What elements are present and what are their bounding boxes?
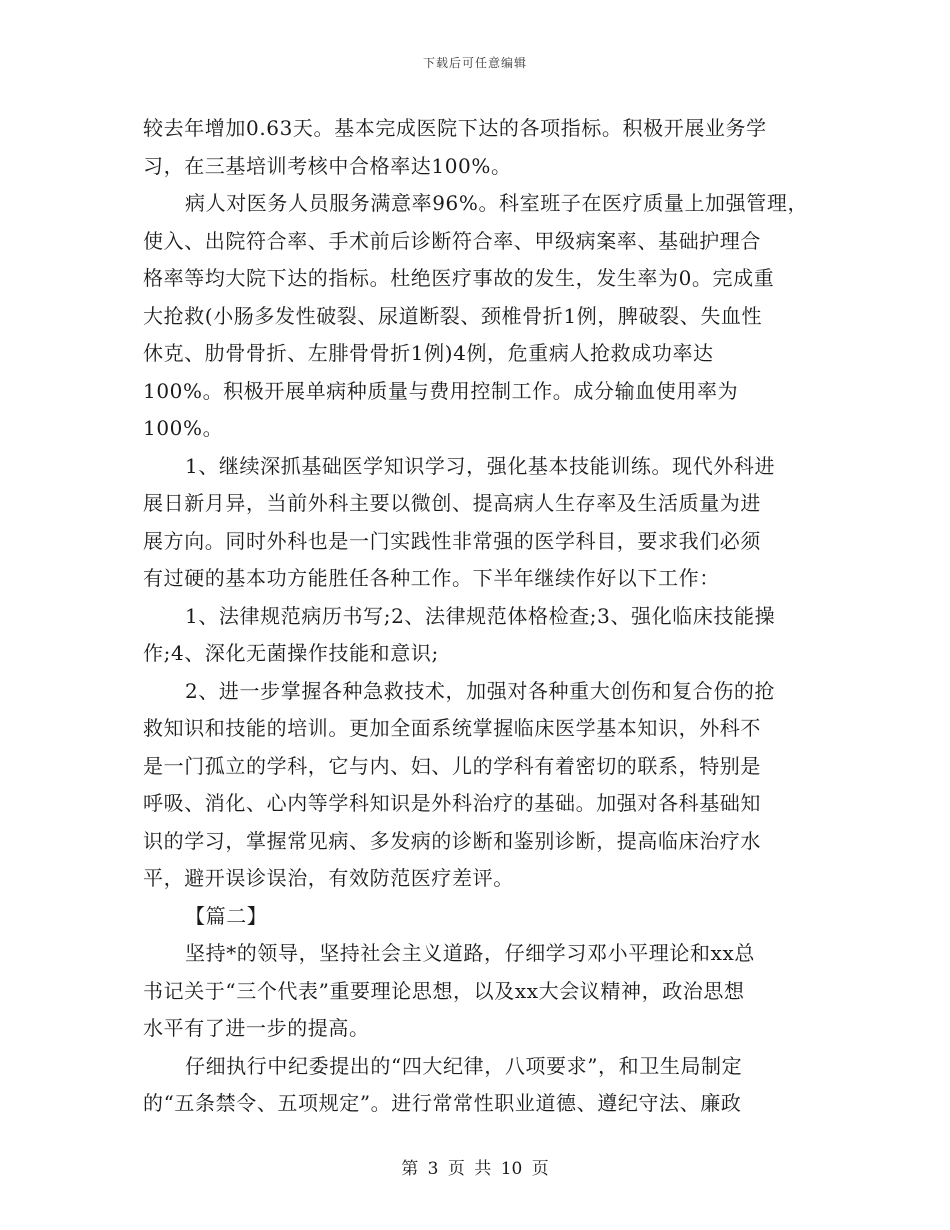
text-line: 100%。 bbox=[143, 416, 224, 440]
page-header-note: 下载后可任意编辑 bbox=[422, 56, 527, 70]
section-heading: 【篇二】 bbox=[185, 903, 268, 928]
text-line: 格率等均大院下达的指标。杜绝医疗事故的发生，发生率为0。完成重 bbox=[143, 266, 775, 290]
document-body bbox=[143, 110, 823, 1123]
text-line: 100%。积极开展单病种质量与费用控制工作。成分输血使用率为 bbox=[143, 378, 739, 403]
page-number: 第 3 页 共 10 页 bbox=[401, 1159, 549, 1179]
text-line: 1、继续深抓基础医学知识学习，强化基本技能训练。现代外科进 bbox=[185, 453, 776, 478]
text-line: 大抢救(小肠多发性破裂、尿道断裂、颈椎骨折1例，脾破裂、失血性 bbox=[143, 303, 763, 328]
text-line: 作;4、深化无菌操作技能和意识; bbox=[143, 641, 439, 665]
text-line: 休克、肋骨骨折、左腓骨骨折1例)4例，危重病人抢救成功率达 bbox=[143, 341, 714, 365]
text-line: 使入、出院符合率、手术前后诊断符合率、甲级病案率、基础护理合 bbox=[143, 228, 761, 253]
text-line: 仔细执行中纪委提出的“四大纪律，八项要求”，和卫生局制定 bbox=[185, 1053, 743, 1078]
text-line: 坚持*的领导，坚持社会主义道路，仔细学习邓小平理论和xx总 bbox=[185, 941, 755, 965]
text-line: 的“五条禁令、五项规定”。进行常常性职业道德、遵纪守法、廉政 bbox=[143, 1091, 742, 1115]
text-line: 展方向。同时外科也是一门实践性非常强的医学科目，要求我们必须 bbox=[143, 528, 761, 553]
text-line: 救知识和技能的培训。更加全面系统掌握临床医学基本知识，外科不 bbox=[143, 716, 761, 740]
text-line: 是一门孤立的学科，它与内、妇、儿的学科有着密切的联系，特别是 bbox=[143, 753, 761, 778]
text-line: 较去年增加0.63天。基本完成医院下达的各项指标。积极开展业务学 bbox=[143, 116, 767, 140]
text-line: 书记关于“三个代表”重要理论思想，以及xx大会议精神，政治思想 bbox=[143, 978, 745, 1003]
text-line: 呼吸、消化、心内等学科知识是外科治疗的基础。加强对各科基础知 bbox=[143, 791, 761, 815]
text-line: 平，避开误诊误治，有效防范医疗差评。 bbox=[143, 866, 514, 890]
text-line: 水平有了进一步的提高。 bbox=[143, 1016, 370, 1040]
text-line: 有过硬的基本功方能胜任各种工作。下半年继续作好以下工作： bbox=[143, 566, 720, 590]
text-line: 1、法律规范病历书写;2、法律规范体格检查;3、强化临床技能操 bbox=[185, 603, 776, 628]
text-line: 展日新月异，当前外科主要以微创、提高病人生存率及生活质量为进 bbox=[143, 491, 761, 515]
text-line: 识的学习，掌握常见病、多发病的诊断和鉴别诊断，提高临床治疗水 bbox=[143, 828, 761, 853]
text-line: 习，在三基培训考核中合格率达100%。 bbox=[143, 153, 512, 178]
text-line: 病人对医务人员服务满意率96%。科室班子在医疗质量上加强管理， bbox=[185, 191, 809, 215]
text-line: 2、进一步掌握各种急救技术，加强对各种重大创伤和复合伤的抢 bbox=[185, 678, 776, 703]
